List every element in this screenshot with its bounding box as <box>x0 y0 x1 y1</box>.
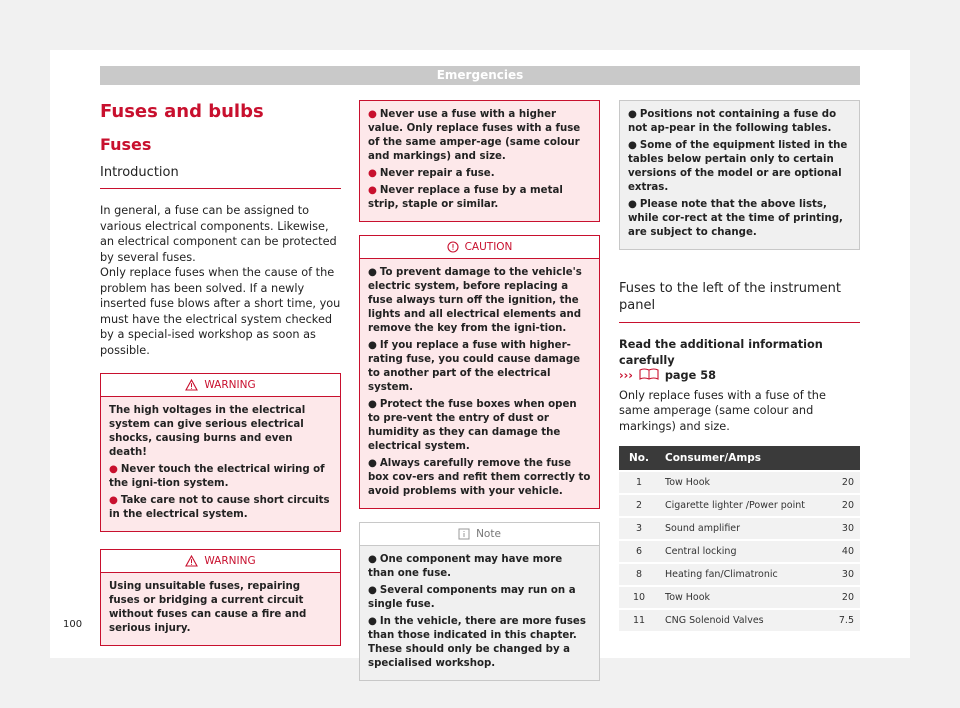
warning-item: ● Never replace a fuse by a metal strip, staple or similar. <box>368 185 563 210</box>
note-item: ● Please note that the above lists, while cor-rect at the time of printing, are subject to change. <box>628 199 843 238</box>
table-row: 1 Tow Hook 20 <box>619 471 860 494</box>
fuse-instruction: Only replace fuses with a fuse of the same amperage (same colour and markings) and size. <box>619 388 826 433</box>
warning-triangle-icon <box>185 555 198 567</box>
caution-body <box>360 259 599 508</box>
note-item: ● Several components may run on a single fuse. <box>368 585 576 610</box>
table-row: 11 CNG Solenoid Valves 7.5 <box>619 609 860 631</box>
table-header-row <box>619 446 860 471</box>
warning-intro: Using unsuitable fuses, repairing fuses or bridging a current circuit without fuses can cause a fire and serious injury. <box>109 581 307 634</box>
note-box-continued <box>619 100 860 250</box>
warning-header <box>101 550 340 573</box>
note-header <box>360 523 599 546</box>
book-icon <box>639 368 659 380</box>
reference-note: Read the additional information carefully ››› page 58 <box>619 338 823 382</box>
warning-item: ● Never touch the electrical wiring of the igni-tion system. <box>109 464 325 489</box>
fuse-table <box>619 446 860 631</box>
note-item: ● Some of the equipment listed in the tables below pertain only to certain versions of the model or are optional extras. <box>628 140 848 193</box>
caution-circle-icon <box>447 241 459 253</box>
note-box <box>359 522 600 681</box>
page-number: 100 <box>63 619 83 630</box>
column-1 <box>100 100 341 646</box>
warning-intro: The high voltages in the electrical system can give serious electrical shocks, causing burns and even death! <box>109 405 306 458</box>
caution-header <box>360 236 599 259</box>
caution-label: CAUTION <box>464 241 513 253</box>
warning-label: WARNING <box>204 379 256 391</box>
table-row: 3 Sound amplifier 30 <box>619 517 860 540</box>
note-icon <box>458 528 470 540</box>
section-title-introduction: Introduction <box>100 164 341 189</box>
warning-triangle-icon <box>185 379 198 391</box>
running-header: Emergencies <box>100 66 860 85</box>
note-item: ● In the vehicle, there are more fuses than those indicated in this chapter. These should only be changed by a specialised workshop. <box>368 616 586 669</box>
warning-body <box>101 397 340 531</box>
warning-body <box>360 101 599 221</box>
page-reference-link[interactable]: page 58 <box>664 369 716 382</box>
column-header-consumer: Consumer/Amps <box>659 446 860 471</box>
caution-item: ● If you replace a fuse with higher-rating fuse, you could cause damage to another part of the electrical system. <box>368 340 581 393</box>
warning-box-1 <box>100 373 341 532</box>
caution-box <box>359 235 600 509</box>
caution-item: ● Always carefully remove the fuse box cov-ers and refit them correctly to avoid problems with your vehicle. <box>368 458 591 497</box>
caution-item: ● Protect the fuse boxes when open to pre-vent the entry of dust or humidity as they can damage the electrical system. <box>368 399 577 452</box>
table-row: 6 Central locking 40 <box>619 540 860 563</box>
table-row: 8 Heating fan/Climatronic 30 <box>619 563 860 586</box>
warning-body <box>101 573 340 645</box>
page-title: Fuses and bulbs <box>100 101 264 122</box>
column-2 <box>359 100 600 681</box>
warning-item: ● Take care not to cause short circuits in the electrical system. <box>109 495 330 520</box>
note-item: ● Positions not containing a fuse do not ap-pear in the following tables. <box>628 109 837 134</box>
note-item: ● One component may have more than one fuse. <box>368 554 563 579</box>
warning-box-continued <box>359 100 600 222</box>
column-header-no: No. <box>619 446 659 471</box>
subtitle: Fuses <box>100 135 152 154</box>
warning-header <box>101 374 340 397</box>
cross-ref-arrow: ››› <box>619 369 633 382</box>
section-title-fuses-left: Fuses to the left of the instrument panel <box>619 280 860 323</box>
warning-label: WARNING <box>204 555 256 567</box>
warning-box-2 <box>100 549 341 646</box>
caution-item: ● To prevent damage to the vehicle's electric system, before replacing a fuse always turn off the ignition, the lights and all electrical elements and remove the key from the igni-tion. <box>368 267 582 334</box>
note-body <box>360 546 599 680</box>
note-body <box>620 101 859 249</box>
table-row: 2 Cigarette lighter /Power point 20 <box>619 494 860 517</box>
table-row: 10 Tow Hook 20 <box>619 586 860 609</box>
intro-paragraph-2: Only replace fuses when the cause of the problem has been solved. If a newly inserted fuse blows after a short time, you must have the electrical system checked by a special-ised workshop as soon as possible. <box>100 266 341 357</box>
intro-paragraph-1: In general, a fuse can be assigned to various electrical components. Likewise, an electrical component can be protected by several fuses. <box>100 204 337 264</box>
column-3 <box>619 100 860 631</box>
note-label: Note <box>476 528 501 540</box>
warning-item: ● Never repair a fuse. <box>368 168 495 179</box>
warning-item: ● Never use a fuse with a higher value. Only replace fuses with a fuse of the same amper-age (same colour and markings) and size. <box>368 109 581 162</box>
